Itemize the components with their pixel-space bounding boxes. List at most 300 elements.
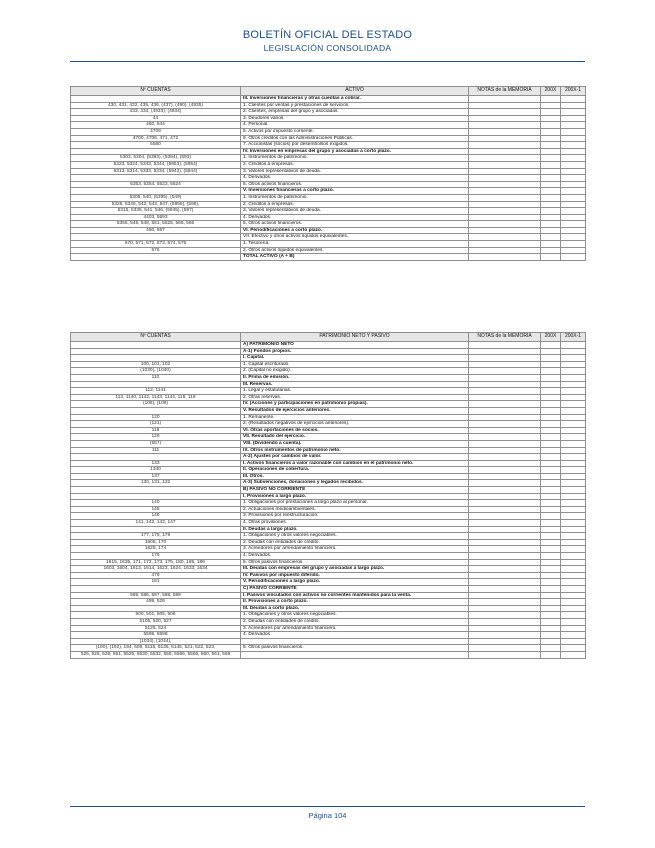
account-codes-cell: 479 bbox=[71, 572, 241, 579]
year-value-cell bbox=[541, 427, 561, 434]
table-row bbox=[71, 381, 586, 388]
year-value-cell bbox=[541, 175, 561, 182]
line-item-label: 1. Remanente. bbox=[241, 414, 469, 421]
year-value-cell bbox=[541, 579, 561, 586]
year-value-cell bbox=[541, 480, 561, 487]
line-item-label: 3. Acreedores por arrendamiento financiero. bbox=[241, 546, 469, 553]
prev-year-value-cell bbox=[561, 194, 586, 201]
line-item-label: III. Reservas. bbox=[241, 381, 469, 388]
notes-cell bbox=[469, 148, 541, 155]
notes-cell bbox=[469, 128, 541, 135]
notes-cell bbox=[469, 605, 541, 612]
account-codes-cell bbox=[71, 342, 241, 349]
table-row bbox=[71, 355, 586, 362]
notes-cell bbox=[469, 394, 541, 401]
account-codes-cell: 137 bbox=[71, 473, 241, 480]
prev-year-value-cell bbox=[561, 122, 586, 129]
year-value-cell bbox=[541, 348, 561, 355]
notes-cell bbox=[469, 559, 541, 566]
prev-year-value-cell bbox=[561, 487, 586, 494]
line-item-label: V. Periodificaciones a largo plazo. bbox=[241, 579, 469, 586]
table-row bbox=[71, 208, 586, 215]
notes-cell bbox=[469, 513, 541, 520]
prev-year-value-cell bbox=[561, 454, 586, 461]
table-row bbox=[71, 394, 586, 401]
year-value-cell bbox=[541, 401, 561, 408]
notes-cell bbox=[469, 227, 541, 234]
notes-cell bbox=[469, 572, 541, 579]
line-item-label: 2. Deudas con entidades de crédito. bbox=[241, 618, 469, 625]
prev-year-value-cell bbox=[561, 592, 586, 599]
account-codes-cell: 1625, 174 bbox=[71, 546, 241, 553]
year-value-cell bbox=[541, 368, 561, 375]
line-item-label: IX. Otros instrumentos de patrimonio neto. bbox=[241, 447, 469, 454]
year-value-cell bbox=[541, 96, 561, 103]
year-value-cell bbox=[541, 651, 561, 658]
account-codes-cell: 5353, 5354, 5523, 5524 bbox=[71, 181, 241, 188]
notes-cell bbox=[469, 348, 541, 355]
table-row bbox=[71, 520, 586, 527]
prev-year-value-cell bbox=[561, 651, 586, 658]
prev-year-value-cell bbox=[561, 227, 586, 234]
line-item-label: I. Activos financieros a valor razonable con cambios en el patrimonio neto. bbox=[241, 460, 469, 467]
line-item-label: II. Prima de emisión. bbox=[241, 374, 469, 381]
prev-year-value-cell bbox=[561, 401, 586, 408]
line-item-label: III. Deudas con empresas del grupo y asociadas a largo plazo. bbox=[241, 566, 469, 573]
account-codes-cell: 585, 586, 587, 588, 589 bbox=[71, 592, 241, 599]
line-item-label: 2. Créditos a empresas. bbox=[241, 161, 469, 168]
prev-year-value-cell bbox=[561, 96, 586, 103]
line-item-label: VII. Resultado del ejercicio. bbox=[241, 434, 469, 441]
notes-cell bbox=[469, 625, 541, 632]
line-item-label: VIII. (Dividendo a cuenta). bbox=[241, 440, 469, 447]
notes-cell bbox=[469, 599, 541, 606]
table-row bbox=[71, 227, 586, 234]
table-row bbox=[71, 128, 586, 135]
account-codes-cell: 5323, 5324, 5343, 5344, (5953), (5954) bbox=[71, 161, 241, 168]
table-row bbox=[71, 188, 586, 195]
year-value-cell bbox=[541, 201, 561, 208]
year-value-cell bbox=[541, 122, 561, 129]
col-header-activo: ACTIVO bbox=[241, 87, 469, 96]
prev-year-value-cell bbox=[561, 605, 586, 612]
account-codes-cell bbox=[71, 254, 241, 261]
year-value-cell bbox=[541, 227, 561, 234]
account-codes-cell bbox=[71, 96, 241, 103]
notes-cell bbox=[469, 214, 541, 221]
prev-year-value-cell bbox=[561, 115, 586, 122]
prev-year-value-cell bbox=[561, 201, 586, 208]
year-value-cell bbox=[541, 605, 561, 612]
account-codes-cell: 5305, 540, (5395), (549) bbox=[71, 194, 241, 201]
year-value-cell bbox=[541, 434, 561, 441]
year-value-cell bbox=[541, 447, 561, 454]
table-row bbox=[71, 506, 586, 513]
account-codes-cell bbox=[71, 493, 241, 500]
line-item-label: A) PATRIMONIO NETO bbox=[241, 342, 469, 349]
footer-divider bbox=[70, 806, 585, 807]
prev-year-value-cell bbox=[561, 460, 586, 467]
account-codes-cell: 140 bbox=[71, 500, 241, 507]
notes-cell bbox=[469, 181, 541, 188]
notes-cell bbox=[469, 142, 541, 149]
notes-cell bbox=[469, 427, 541, 434]
prev-year-value-cell bbox=[561, 102, 586, 109]
year-value-cell bbox=[541, 533, 561, 540]
year-value-cell bbox=[541, 214, 561, 221]
prev-year-value-cell bbox=[561, 500, 586, 507]
account-codes-cell bbox=[71, 487, 241, 494]
account-codes-cell: 110 bbox=[71, 374, 241, 381]
prev-year-value-cell bbox=[561, 473, 586, 480]
year-value-cell bbox=[541, 585, 561, 592]
table-row bbox=[71, 155, 586, 162]
year-value-cell bbox=[541, 513, 561, 520]
year-value-cell bbox=[541, 592, 561, 599]
notes-cell bbox=[469, 592, 541, 599]
pasivo-table bbox=[70, 332, 586, 659]
account-codes-cell: 5105, 520, 527 bbox=[71, 618, 241, 625]
account-codes-cell: 4403, 5593 bbox=[71, 214, 241, 221]
prev-year-value-cell bbox=[561, 388, 586, 395]
notes-cell bbox=[469, 632, 541, 639]
table-row bbox=[71, 447, 586, 454]
table-row bbox=[71, 254, 586, 261]
prev-year-value-cell bbox=[561, 181, 586, 188]
table-row bbox=[71, 566, 586, 573]
notes-cell bbox=[469, 194, 541, 201]
notes-cell bbox=[469, 155, 541, 162]
notes-cell bbox=[469, 467, 541, 474]
year-value-cell bbox=[541, 618, 561, 625]
line-item-label: 2. Créditos a empresas. bbox=[241, 201, 469, 208]
prev-year-value-cell bbox=[561, 520, 586, 527]
notes-cell bbox=[469, 434, 541, 441]
notes-cell bbox=[469, 381, 541, 388]
line-item-label: I. Provisiones a largo plazo. bbox=[241, 493, 469, 500]
table-row bbox=[71, 539, 586, 546]
line-item-label: V. Resultados de ejercicios anteriores. bbox=[241, 407, 469, 414]
account-codes-cell: 145 bbox=[71, 506, 241, 513]
line-item-label: 1. Obligaciones por prestaciones a largo plazo al personal. bbox=[241, 500, 469, 507]
year-value-cell bbox=[541, 181, 561, 188]
notes-cell bbox=[469, 254, 541, 261]
line-item-label: 3. Provisiones por reestructuración. bbox=[241, 513, 469, 520]
table-row bbox=[71, 115, 586, 122]
page-number: Página 104 bbox=[308, 811, 347, 820]
col-header-notas: NOTAS de la MEMORIA bbox=[469, 87, 541, 96]
account-codes-cell: 433, 434, (4933), (4934) bbox=[71, 109, 241, 116]
account-codes-cell: 1340 bbox=[71, 467, 241, 474]
prev-year-value-cell bbox=[561, 348, 586, 355]
line-item-label: II. Deudas a largo plazo. bbox=[241, 526, 469, 533]
account-codes-cell bbox=[71, 526, 241, 533]
table-row bbox=[71, 421, 586, 428]
prev-year-value-cell bbox=[561, 142, 586, 149]
prev-year-value-cell bbox=[561, 214, 586, 221]
line-item-label bbox=[241, 651, 469, 658]
prev-year-value-cell bbox=[561, 128, 586, 135]
line-item-label: 4. Derivados. bbox=[241, 553, 469, 560]
notes-cell bbox=[469, 135, 541, 142]
header-divider bbox=[70, 61, 585, 62]
table-row bbox=[71, 546, 586, 553]
prev-year-value-cell bbox=[561, 155, 586, 162]
account-codes-cell: 44 bbox=[71, 115, 241, 122]
table-row bbox=[71, 579, 586, 586]
prev-year-value-cell bbox=[561, 599, 586, 606]
notes-cell bbox=[469, 122, 541, 129]
table-row bbox=[71, 500, 586, 507]
account-codes-cell: 112, 1141 bbox=[71, 388, 241, 395]
account-codes-cell bbox=[71, 148, 241, 155]
table-row bbox=[71, 440, 586, 447]
line-item-label: 1. Obligaciones y otros valores negociables. bbox=[241, 612, 469, 619]
col-header-prev-year: 200X-1 bbox=[561, 333, 586, 342]
year-value-cell bbox=[541, 135, 561, 142]
prev-year-value-cell bbox=[561, 447, 586, 454]
table-row bbox=[71, 427, 586, 434]
notes-cell bbox=[469, 506, 541, 513]
table-row bbox=[71, 414, 586, 421]
year-value-cell bbox=[541, 638, 561, 645]
line-item-label: V. Inversiones financieras a corto plazo. bbox=[241, 188, 469, 195]
table-row bbox=[71, 473, 586, 480]
prev-year-value-cell bbox=[561, 539, 586, 546]
year-value-cell bbox=[541, 506, 561, 513]
year-value-cell bbox=[541, 500, 561, 507]
notes-cell bbox=[469, 612, 541, 619]
year-value-cell bbox=[541, 421, 561, 428]
table-row bbox=[71, 487, 586, 494]
prev-year-value-cell bbox=[561, 638, 586, 645]
account-codes-cell: 430, 431, 432, 435, 436, (437), (490), (4935) bbox=[71, 102, 241, 109]
year-value-cell bbox=[541, 493, 561, 500]
notes-cell bbox=[469, 342, 541, 349]
account-codes-cell: 5313, 5314, 5333, 5334, (5943), (5944) bbox=[71, 168, 241, 175]
year-value-cell bbox=[541, 414, 561, 421]
account-codes-cell: 5595, 5598 bbox=[71, 632, 241, 639]
table-row bbox=[71, 368, 586, 375]
notes-cell bbox=[469, 388, 541, 395]
notes-cell bbox=[469, 421, 541, 428]
account-codes-cell bbox=[71, 585, 241, 592]
notes-cell bbox=[469, 401, 541, 408]
line-item-label: 2. Clientes, empresas del grupo y asociadas. bbox=[241, 109, 469, 116]
account-codes-cell bbox=[71, 407, 241, 414]
table-row bbox=[71, 201, 586, 208]
line-item-label: 3. Acreedores por arrendamiento financiero. bbox=[241, 625, 469, 632]
account-codes-cell: 133 bbox=[71, 460, 241, 467]
prev-year-value-cell bbox=[561, 342, 586, 349]
table-row bbox=[71, 407, 586, 414]
col-header-notas: NOTAS de la MEMORIA bbox=[469, 333, 541, 342]
prev-year-value-cell bbox=[561, 241, 586, 248]
account-codes-cell: 5125, 524 bbox=[71, 625, 241, 632]
notes-cell bbox=[469, 188, 541, 195]
col-header-cuentas: Nº CUENTAS bbox=[71, 87, 241, 96]
line-item-label: 6. Otros créditos con las Administraciones Públicas. bbox=[241, 135, 469, 142]
notes-cell bbox=[469, 175, 541, 182]
line-item-label: I. Pasivos vinculados con activos no corrientes mantenidos para la venta. bbox=[241, 592, 469, 599]
prev-year-value-cell bbox=[561, 546, 586, 553]
line-item-label: 5. Otros pasivos financieros. bbox=[241, 645, 469, 652]
account-codes-cell bbox=[71, 381, 241, 388]
line-item-label: 2. Otras reservas. bbox=[241, 394, 469, 401]
year-value-cell bbox=[541, 394, 561, 401]
line-item-label: 3. Deudores varios. bbox=[241, 115, 469, 122]
prev-year-value-cell bbox=[561, 579, 586, 586]
line-item-label: 1. Capital escriturado. bbox=[241, 361, 469, 368]
prev-year-value-cell bbox=[561, 585, 586, 592]
account-codes-cell: (1030), (1040) bbox=[71, 368, 241, 375]
line-item-label: 1. Clientes por ventas y prestaciones de servicios. bbox=[241, 102, 469, 109]
table-row bbox=[71, 374, 586, 381]
col-header-cuentas: Nº CUENTAS bbox=[71, 333, 241, 342]
prev-year-value-cell bbox=[561, 188, 586, 195]
notes-cell bbox=[469, 447, 541, 454]
line-item-label: II. Operaciones de cobertura. bbox=[241, 467, 469, 474]
line-item-label: TOTAL ACTIVO (A + B) bbox=[241, 254, 469, 261]
year-value-cell bbox=[541, 467, 561, 474]
account-codes-cell: 5580 bbox=[71, 142, 241, 149]
line-item-label: 2. Deudas con entidades de crédito. bbox=[241, 539, 469, 546]
prev-year-value-cell bbox=[561, 148, 586, 155]
account-codes-cell: (190), (192), 194, 509, 5115, 5135, 5145, 521, 522, 523, bbox=[71, 645, 241, 652]
year-value-cell bbox=[541, 355, 561, 362]
notes-cell bbox=[469, 241, 541, 248]
line-item-label: 5. Otros activos financieros. bbox=[241, 221, 469, 228]
line-item-label bbox=[241, 638, 469, 645]
prev-year-value-cell bbox=[561, 208, 586, 215]
table-row bbox=[71, 348, 586, 355]
year-value-cell bbox=[541, 487, 561, 494]
line-item-label: 1. Tesorería. bbox=[241, 241, 469, 248]
year-value-cell bbox=[541, 254, 561, 261]
notes-cell bbox=[469, 361, 541, 368]
prev-year-value-cell bbox=[561, 109, 586, 116]
line-item-label: 2. Otros activos líquidos equivalentes. bbox=[241, 247, 469, 254]
account-codes-cell: 500, 501, 505, 506 bbox=[71, 612, 241, 619]
account-codes-cell: 5315, 5335, 541, 546, (5945), (597) bbox=[71, 208, 241, 215]
prev-year-value-cell bbox=[561, 381, 586, 388]
account-codes-cell: 1615, 1635, 171, 172, 173, 175, 180, 185, 189 bbox=[71, 559, 241, 566]
line-item-label: IV. Pasivos por impuesto diferido. bbox=[241, 572, 469, 579]
notes-cell bbox=[469, 526, 541, 533]
prev-year-value-cell bbox=[561, 572, 586, 579]
year-value-cell bbox=[541, 148, 561, 155]
line-item-label: 5. Otros activos financieros. bbox=[241, 181, 469, 188]
header-title: BOLETÍN OFICIAL DEL ESTADO bbox=[242, 29, 413, 41]
account-codes-cell: 176 bbox=[71, 553, 241, 560]
col-header-year: 200X bbox=[541, 333, 561, 342]
notes-cell bbox=[469, 493, 541, 500]
line-item-label: 5. Otros pasivos financieros. bbox=[241, 559, 469, 566]
table-row bbox=[71, 361, 586, 368]
notes-cell bbox=[469, 161, 541, 168]
notes-cell bbox=[469, 96, 541, 103]
year-value-cell bbox=[541, 155, 561, 162]
account-codes-cell: 141, 142, 143, 147 bbox=[71, 520, 241, 527]
account-codes-cell: (557) bbox=[71, 440, 241, 447]
pasivo-table-body bbox=[71, 342, 586, 659]
line-item-label: 1. Obligaciones y otros valores negociables. bbox=[241, 533, 469, 540]
table-row bbox=[71, 142, 586, 149]
account-codes-cell bbox=[71, 234, 241, 241]
account-codes-cell: 177, 178, 179 bbox=[71, 533, 241, 540]
account-codes-cell: 460, 544 bbox=[71, 122, 241, 129]
prev-year-value-cell bbox=[561, 361, 586, 368]
table-row bbox=[71, 651, 586, 658]
year-value-cell bbox=[541, 612, 561, 619]
line-item-label: 4. Derivados. bbox=[241, 632, 469, 639]
table-row bbox=[71, 221, 586, 228]
prev-year-value-cell bbox=[561, 254, 586, 261]
account-codes-cell: 111 bbox=[71, 447, 241, 454]
prev-year-value-cell bbox=[561, 533, 586, 540]
table-row bbox=[71, 342, 586, 349]
notes-cell bbox=[469, 579, 541, 586]
table-row bbox=[71, 214, 586, 221]
notes-cell bbox=[469, 645, 541, 652]
prev-year-value-cell bbox=[561, 440, 586, 447]
table-row bbox=[71, 572, 586, 579]
account-codes-cell: 120 bbox=[71, 414, 241, 421]
table-row bbox=[71, 493, 586, 500]
line-item-label: 4. Derivados. bbox=[241, 175, 469, 182]
table-row bbox=[71, 401, 586, 408]
notes-cell bbox=[469, 407, 541, 414]
table-row bbox=[71, 553, 586, 560]
prev-year-value-cell bbox=[561, 625, 586, 632]
year-value-cell bbox=[541, 381, 561, 388]
notes-cell bbox=[469, 201, 541, 208]
account-codes-cell: 5325, 5345, 542, 543, 547, (5955), (598), bbox=[71, 201, 241, 208]
line-item-label: IV. (Acciones y participaciones en patrimonio propias). bbox=[241, 401, 469, 408]
line-item-label: III. Deudas a corto plazo. bbox=[241, 605, 469, 612]
year-value-cell bbox=[541, 115, 561, 122]
year-value-cell bbox=[541, 109, 561, 116]
year-value-cell bbox=[541, 553, 561, 560]
year-value-cell bbox=[541, 625, 561, 632]
prev-year-value-cell bbox=[561, 493, 586, 500]
notes-cell bbox=[469, 115, 541, 122]
year-value-cell bbox=[541, 247, 561, 254]
line-item-label: 1. Instrumentos de patrimonio. bbox=[241, 155, 469, 162]
table-row bbox=[71, 434, 586, 441]
prev-year-value-cell bbox=[561, 368, 586, 375]
table-row bbox=[71, 247, 586, 254]
account-codes-cell: 570, 571, 572, 573, 574, 575 bbox=[71, 241, 241, 248]
account-codes-cell bbox=[71, 175, 241, 182]
notes-cell bbox=[469, 109, 541, 116]
year-value-cell bbox=[541, 559, 561, 566]
table-row bbox=[71, 480, 586, 487]
account-codes-cell: 1603, 1604, 1613, 1614, 1623, 1624, 1633, 1634 bbox=[71, 566, 241, 573]
account-codes-cell: 129 bbox=[71, 434, 241, 441]
prev-year-value-cell bbox=[561, 175, 586, 182]
prev-year-value-cell bbox=[561, 407, 586, 414]
prev-year-value-cell bbox=[561, 553, 586, 560]
notes-cell bbox=[469, 618, 541, 625]
year-value-cell bbox=[541, 460, 561, 467]
notes-cell bbox=[469, 234, 541, 241]
page-header bbox=[0, 29, 655, 53]
line-item-label: 1. Instrumentos de patrimonio. bbox=[241, 194, 469, 201]
notes-cell bbox=[469, 539, 541, 546]
table-row bbox=[71, 109, 586, 116]
notes-cell bbox=[469, 168, 541, 175]
